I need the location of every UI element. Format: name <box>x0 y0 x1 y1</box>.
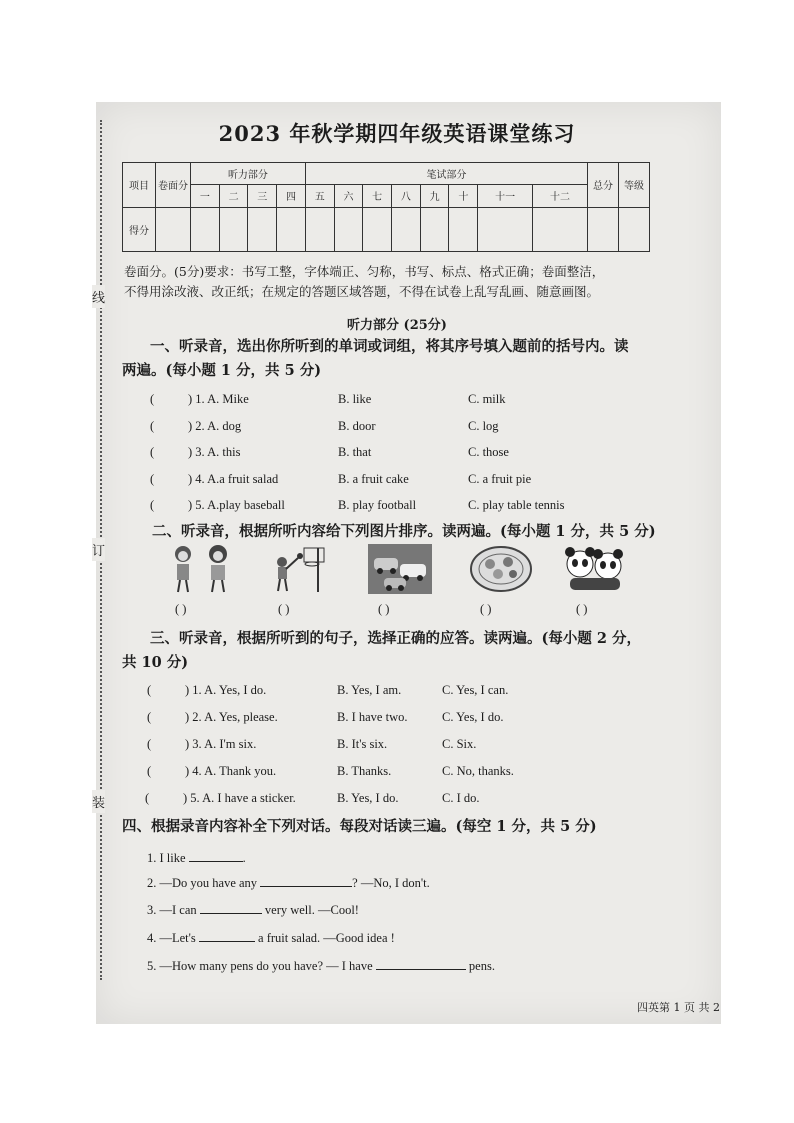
section3-title: 三、听录音，根据所听到的句子，选择正确的应答。读两遍。(每小题 2 分， 共 10 分) <box>122 630 642 671</box>
table-col-number: 三 <box>248 185 277 207</box>
table-col-number: 五 <box>305 185 334 207</box>
question-row: ( ) 1. A. Yes, I do. B. Yes, I am. C. Yes, I can. <box>147 683 509 697</box>
dialogue-line: 3. —I can very well. —Cool! <box>147 903 359 917</box>
table-col-number: 四 <box>277 185 306 207</box>
score-cell[interactable] <box>588 207 619 252</box>
instructions <box>124 262 654 302</box>
score-cell[interactable] <box>478 207 533 252</box>
answer-bracket[interactable]: ( ) <box>480 602 492 616</box>
section1-title: 一、听录音，选出你所听到的单词或词组，将其序号填入题前的括号内。读 两遍。(每小题 1 分，共 5 分) <box>122 338 629 379</box>
table-col-number: 七 <box>363 185 392 207</box>
section2-title: 二、听录音，根据所听内容给下列图片排序。读两遍。(每小题 1 分，共 5 分) <box>152 523 656 540</box>
question-row: ( ) 5. A.play baseball B. play football C. play table tennis <box>150 498 565 512</box>
score-cell[interactable] <box>156 207 191 252</box>
question-row: ( ) 2. A. dog B. door C. log <box>150 419 499 433</box>
table-col-number: 八 <box>392 185 421 207</box>
table-col-number: 一 <box>191 185 220 207</box>
table-col-number: 二 <box>219 185 248 207</box>
dialogue-line: 2. —Do you have any ? —No, I don't. <box>147 876 430 890</box>
score-cell[interactable] <box>449 207 478 252</box>
answer-bracket[interactable]: ( ) <box>175 602 187 616</box>
score-cell[interactable] <box>277 207 306 252</box>
answer-blank[interactable] <box>189 849 243 862</box>
table-col-number: 十 <box>449 185 478 207</box>
answer-bracket[interactable]: ( ) <box>278 602 290 616</box>
question-row: ( ) 3. A. I'm six. B. It's six. C. Six. <box>147 737 477 751</box>
table-header-grade: 等级 <box>619 163 650 208</box>
score-cell[interactable] <box>334 207 363 252</box>
score-cell[interactable] <box>248 207 277 252</box>
listening-heading: 听力部分 (25分) <box>347 318 447 333</box>
table-row-score-label: 得分 <box>123 207 156 252</box>
score-cell[interactable] <box>619 207 650 252</box>
table-header-total: 总分 <box>588 163 619 208</box>
section4-title: 四、根据录音内容补全下列对话。每段对话读三遍。(每空 1 分，共 5 分) <box>122 818 597 835</box>
toy-cars-image <box>368 544 432 594</box>
score-cell[interactable] <box>219 207 248 252</box>
question-row: ( ) 4. A. Thank you. B. Thanks. C. No, thanks. <box>147 764 514 778</box>
fruit-plate-image <box>468 544 534 594</box>
answer-blank[interactable] <box>260 874 352 887</box>
table-header-listening: 听力部分 <box>191 163 306 185</box>
answer-bracket[interactable]: ( ) <box>378 602 390 616</box>
score-cell[interactable] <box>420 207 449 252</box>
answer-blank[interactable] <box>199 929 255 942</box>
dialogue-line: 4. —Let's a fruit salad. —Good idea ! <box>147 931 395 945</box>
question-row: ( ) 5. A. I have a sticker. B. Yes, I do. C. I do. <box>145 791 480 805</box>
table-col-number: 九 <box>420 185 449 207</box>
question-row: ( ) 4. A.a fruit salad B. a fruit cake C. a fruit pie <box>150 472 532 486</box>
table-header-neat: 卷面分 <box>156 163 191 208</box>
instruction-line: 卷面分。(5分)要求：书写工整，字体端正、匀称，书写、标点、格式正确；卷面整洁， <box>124 264 605 279</box>
score-cell[interactable] <box>392 207 421 252</box>
table-col-number: 十一 <box>478 185 533 207</box>
page-title: 2023 年秋学期四年级英语课堂练习 <box>218 121 576 146</box>
dialogue-line: 1. I like . <box>147 851 246 865</box>
score-cell[interactable] <box>191 207 220 252</box>
page-footer: 四英第 1 页 共 2 <box>637 1001 720 1014</box>
instruction-line: 不得用涂改液、改正纸；在规定的答题区域答题，不得在试卷上乱写乱画、随意画图。 <box>124 284 600 299</box>
table-col-number: 六 <box>334 185 363 207</box>
question-row: ( ) 2. A. Yes, please. B. I have two. C. Yes, I do. <box>147 710 504 724</box>
pandas-image <box>562 544 628 594</box>
people-talking-image <box>168 544 238 594</box>
score-cell[interactable] <box>533 207 588 252</box>
score-cell[interactable] <box>363 207 392 252</box>
binding-mark-line: 线 <box>92 285 105 308</box>
basketball-image <box>268 544 334 594</box>
answer-blank[interactable] <box>200 901 262 914</box>
dialogue-line: 5. —How many pens do you have? — I have pens. <box>147 959 495 973</box>
table-header-writing: 笔试部分 <box>305 163 587 185</box>
score-table <box>122 162 650 252</box>
table-header-item: 项目 <box>123 163 156 208</box>
binding-mark-staple: 订 <box>92 538 105 561</box>
question-row: ( ) 3. A. this B. that C. those <box>150 445 509 459</box>
answer-blank[interactable] <box>376 957 466 970</box>
answer-bracket[interactable]: ( ) <box>576 602 588 616</box>
question-row: ( ) 1. A. Mike B. like C. milk <box>150 392 506 406</box>
table-col-number: 十二 <box>533 185 588 207</box>
score-cell[interactable] <box>305 207 334 252</box>
binding-mark-bind: 装 <box>92 790 105 813</box>
